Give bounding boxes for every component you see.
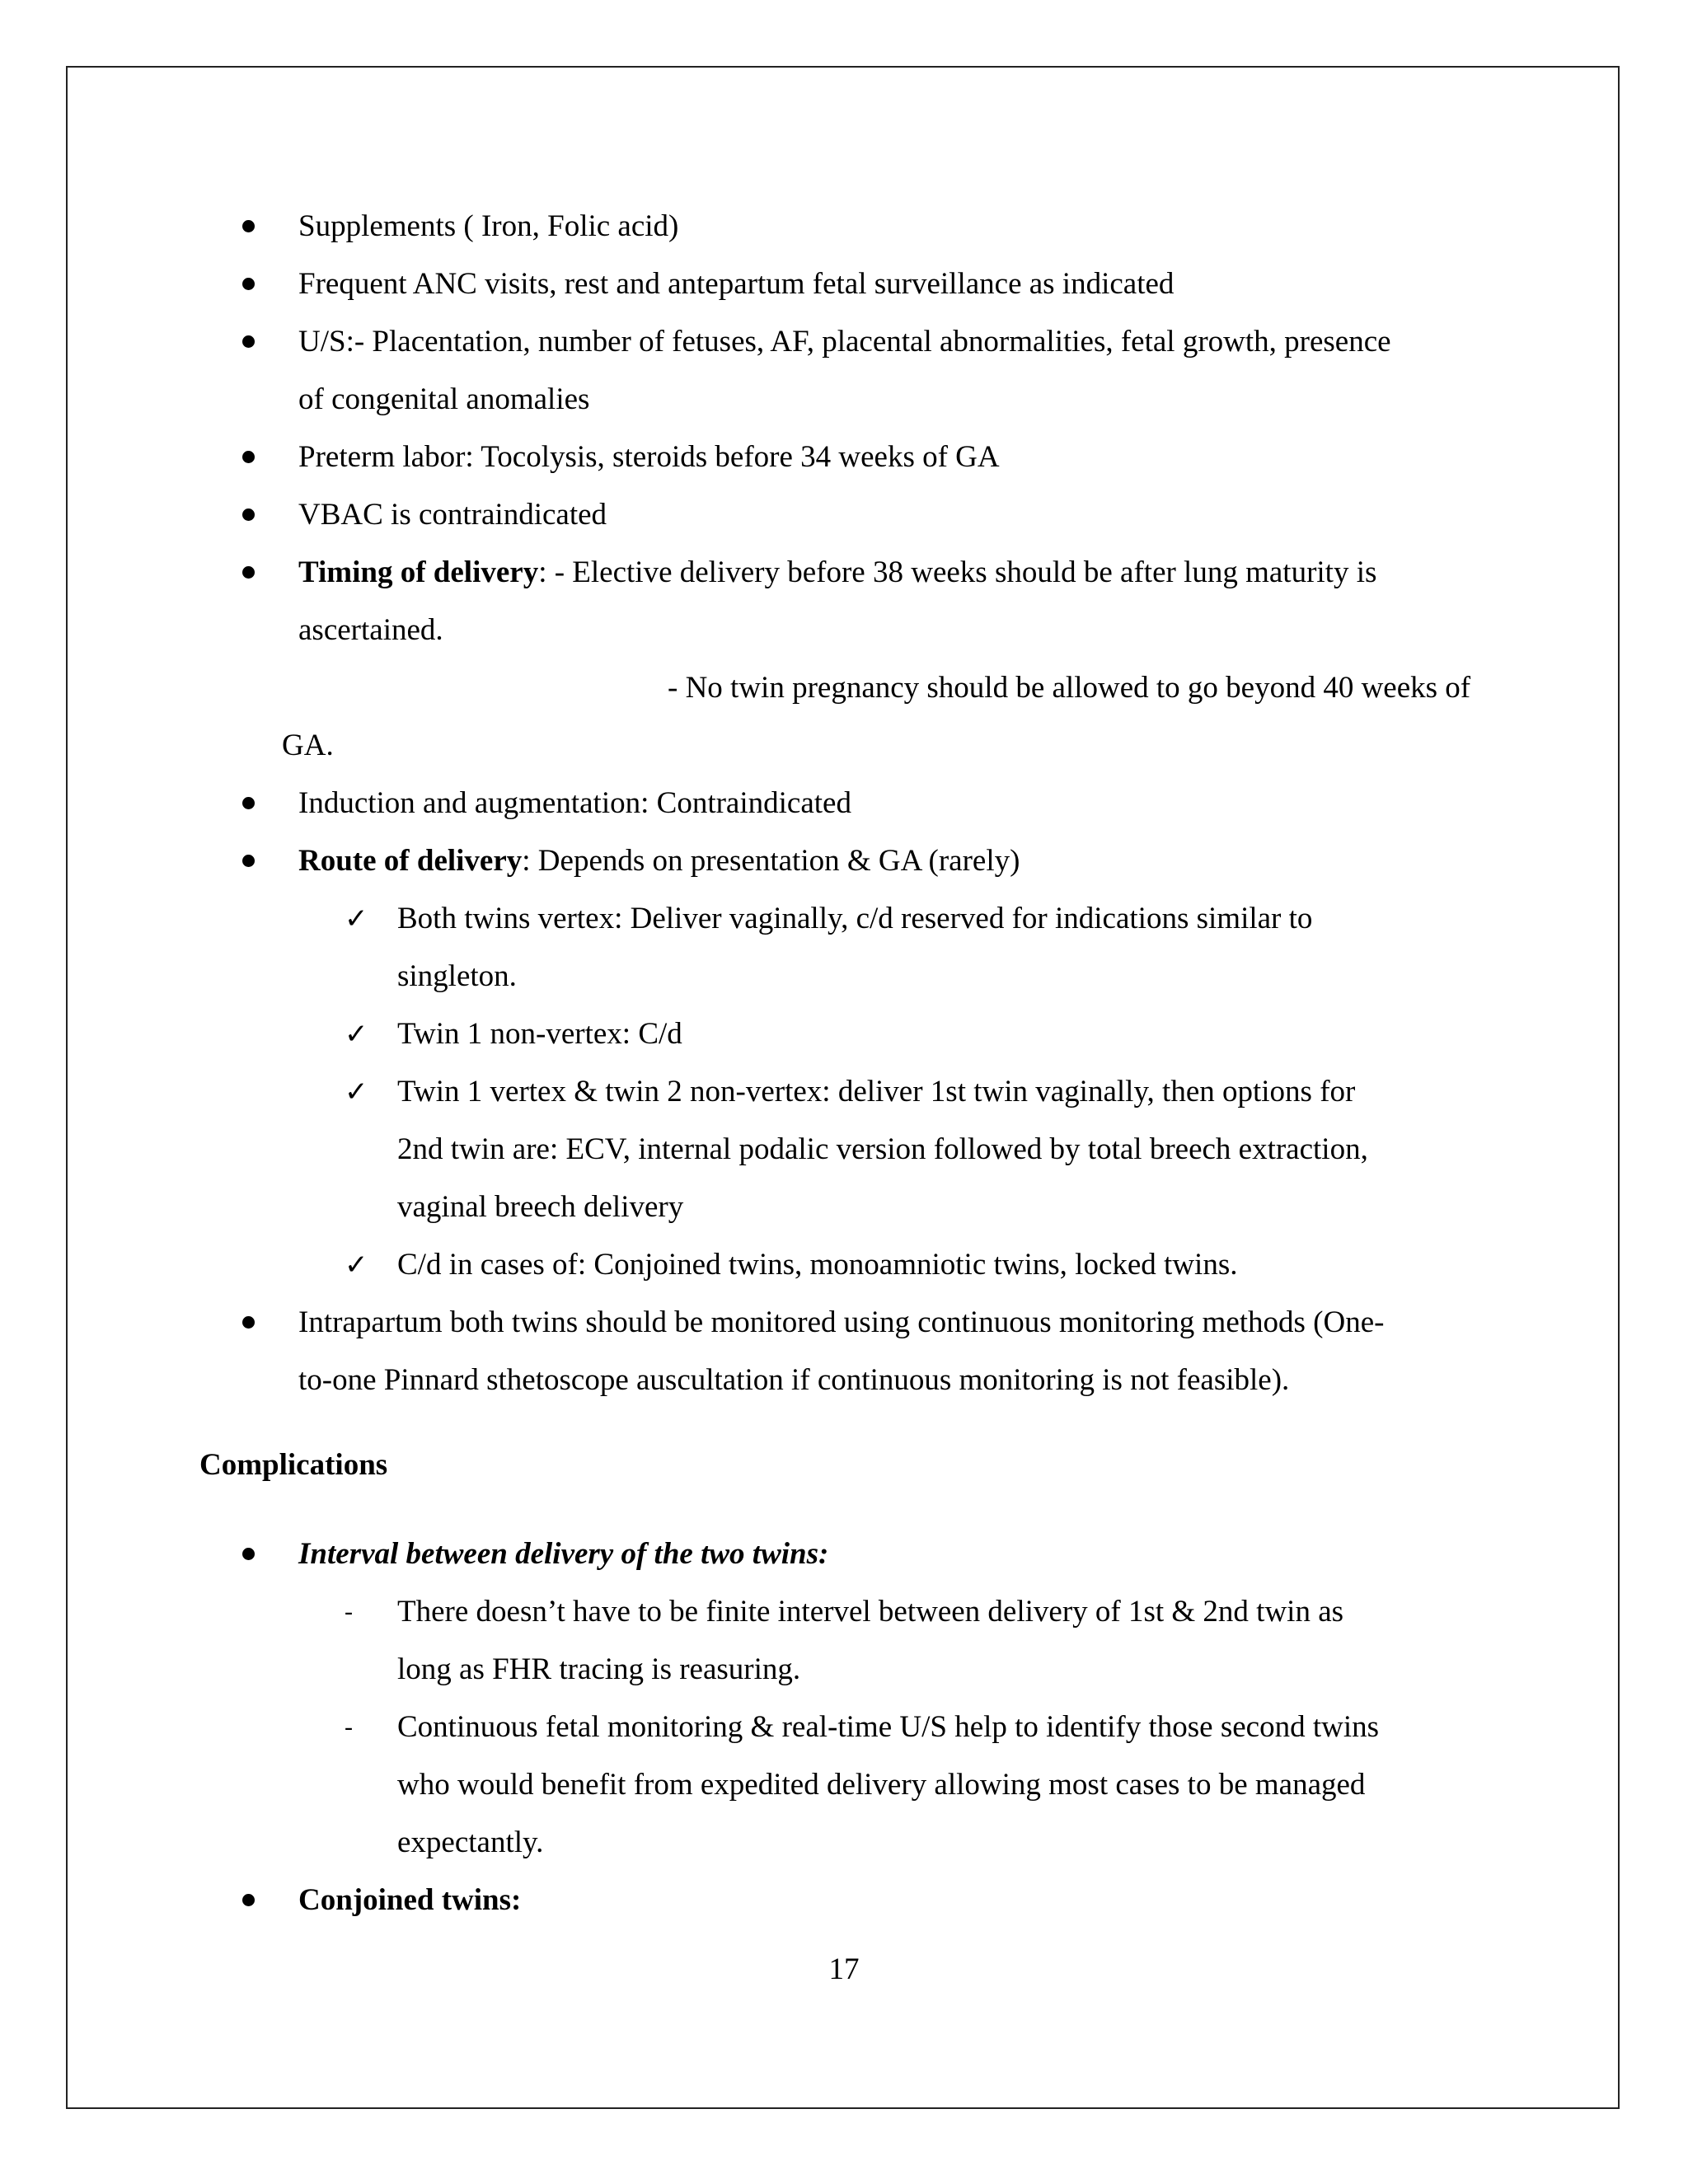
checkmark-icon: ✓ [345, 902, 368, 935]
list-item-timing-of-delivery [199, 544, 1485, 717]
checkmark-icon: ✓ [345, 1249, 368, 1282]
list-item [199, 255, 1485, 313]
sub-list-item-text-continued: expectantly. [397, 1825, 544, 1859]
list-item-conjoined [199, 1872, 1485, 1929]
sub-list-item [199, 1583, 1485, 1699]
timing-of-delivery-text: : - Elective delivery before 38 weeks should be after lung maturity is [538, 555, 1377, 589]
page-number: 17 [828, 1952, 860, 1986]
list-item [199, 486, 1485, 544]
list-item [199, 429, 1485, 486]
timing-of-delivery-tail: GA. [282, 729, 334, 762]
list-item-text: Supplements ( Iron, Folic acid) [298, 209, 679, 243]
sub-list-item-text-continued: who would benefit from expedited delivery allowing most cases to be managed [397, 1768, 1366, 1802]
list-item [199, 198, 1485, 255]
bullet-icon [242, 775, 300, 832]
sub-list-item [199, 1005, 1485, 1063]
list-item [199, 775, 1485, 832]
bullet-icon [242, 1294, 300, 1352]
sub-list-item-text: There doesn’t have to be finite intervel between delivery of 1st & 2nd twin as [397, 1595, 1344, 1629]
sub-list-item-text: Continuous fetal monitoring & real-time U/S help to identify those second twins [397, 1710, 1380, 1744]
interval-heading: Interval between delivery of the two twins: [298, 1537, 829, 1571]
bullet-icon [242, 313, 300, 371]
dash-icon: - [345, 1713, 353, 1741]
sub-list-item [199, 1699, 1485, 1872]
list-item-interval [199, 1526, 1485, 1583]
list-item-text: Frequent ANC visits, rest and antepartum fetal surveillance as indicated [298, 267, 1175, 301]
sub-list-item-text-continued: vaginal breech delivery [397, 1190, 684, 1224]
bullet-icon [242, 832, 300, 890]
checkmark-icon: ✓ [345, 1076, 368, 1108]
bullet-icon [242, 1872, 300, 1929]
timing-of-delivery-label: Timing of delivery [298, 555, 539, 589]
bullet-icon [242, 255, 300, 313]
list-item-route-of-delivery [199, 832, 1485, 890]
sub-list-item-text-continued: 2nd twin are: ECV, internal podalic version followed by total breech extraction, [397, 1132, 1368, 1166]
sub-list-item-text: Twin 1 non-vertex: C/d [397, 1017, 682, 1051]
route-of-delivery-label: Route of delivery [298, 844, 523, 878]
list-item-text-continued: of congenital anomalies [298, 382, 590, 416]
sub-list-item-text: C/d in cases of: Conjoined twins, monoamniotic twins, locked twins. [397, 1248, 1238, 1282]
sub-list-item [199, 1063, 1485, 1236]
intrapartum-text: Intrapartum both twins should be monitored using continuous monitoring methods (One- [298, 1305, 1385, 1339]
list-item-intrapartum [199, 1294, 1485, 1409]
bullet-icon [242, 486, 300, 544]
conjoined-heading: Conjoined twins: [298, 1883, 522, 1917]
sub-list-item-text: Both twins vertex: Deliver vaginally, c/d reserved for indications similar to [397, 902, 1313, 935]
list-item-text: U/S:- Placentation, number of fetuses, AF, placental abnormalities, fetal growth, presence [298, 325, 1391, 359]
list-item-text: Preterm labor: Tocolysis, steroids before 34 weeks of GA [298, 440, 1000, 474]
bullet-icon [242, 544, 300, 602]
timing-of-delivery-text-continued: ascertained. [298, 613, 443, 647]
bullet-icon [242, 1526, 300, 1583]
intrapartum-text-continued: to-one Pinnard sthetoscope auscultation if continuous monitoring is not feasible). [298, 1363, 1290, 1397]
sub-list-item [199, 1236, 1485, 1294]
list-item-text: VBAC is contraindicated [298, 498, 607, 532]
sub-list-item [199, 890, 1485, 1005]
route-of-delivery-text: : Depends on presentation & GA (rarely) [522, 844, 1020, 878]
bullet-icon [242, 429, 300, 486]
bullet-icon [242, 198, 300, 255]
timing-of-delivery-second-point: - No twin pregnancy should be allowed to go beyond 40 weeks of [668, 671, 1471, 705]
dash-icon: - [345, 1598, 353, 1625]
list-item [199, 313, 1485, 429]
checkmark-icon: ✓ [345, 1018, 368, 1051]
complications-heading: Complications [199, 1448, 388, 1482]
sub-list-item-text-continued: long as FHR tracing is reasuring. [397, 1652, 801, 1686]
document-body [199, 198, 1485, 1929]
list-item-text: Induction and augmentation: Contraindicated [298, 786, 851, 820]
sub-list-item-text-continued: singleton. [397, 959, 517, 993]
sub-list-item-text: Twin 1 vertex & twin 2 non-vertex: deliver 1st twin vaginally, then options for [397, 1075, 1356, 1108]
